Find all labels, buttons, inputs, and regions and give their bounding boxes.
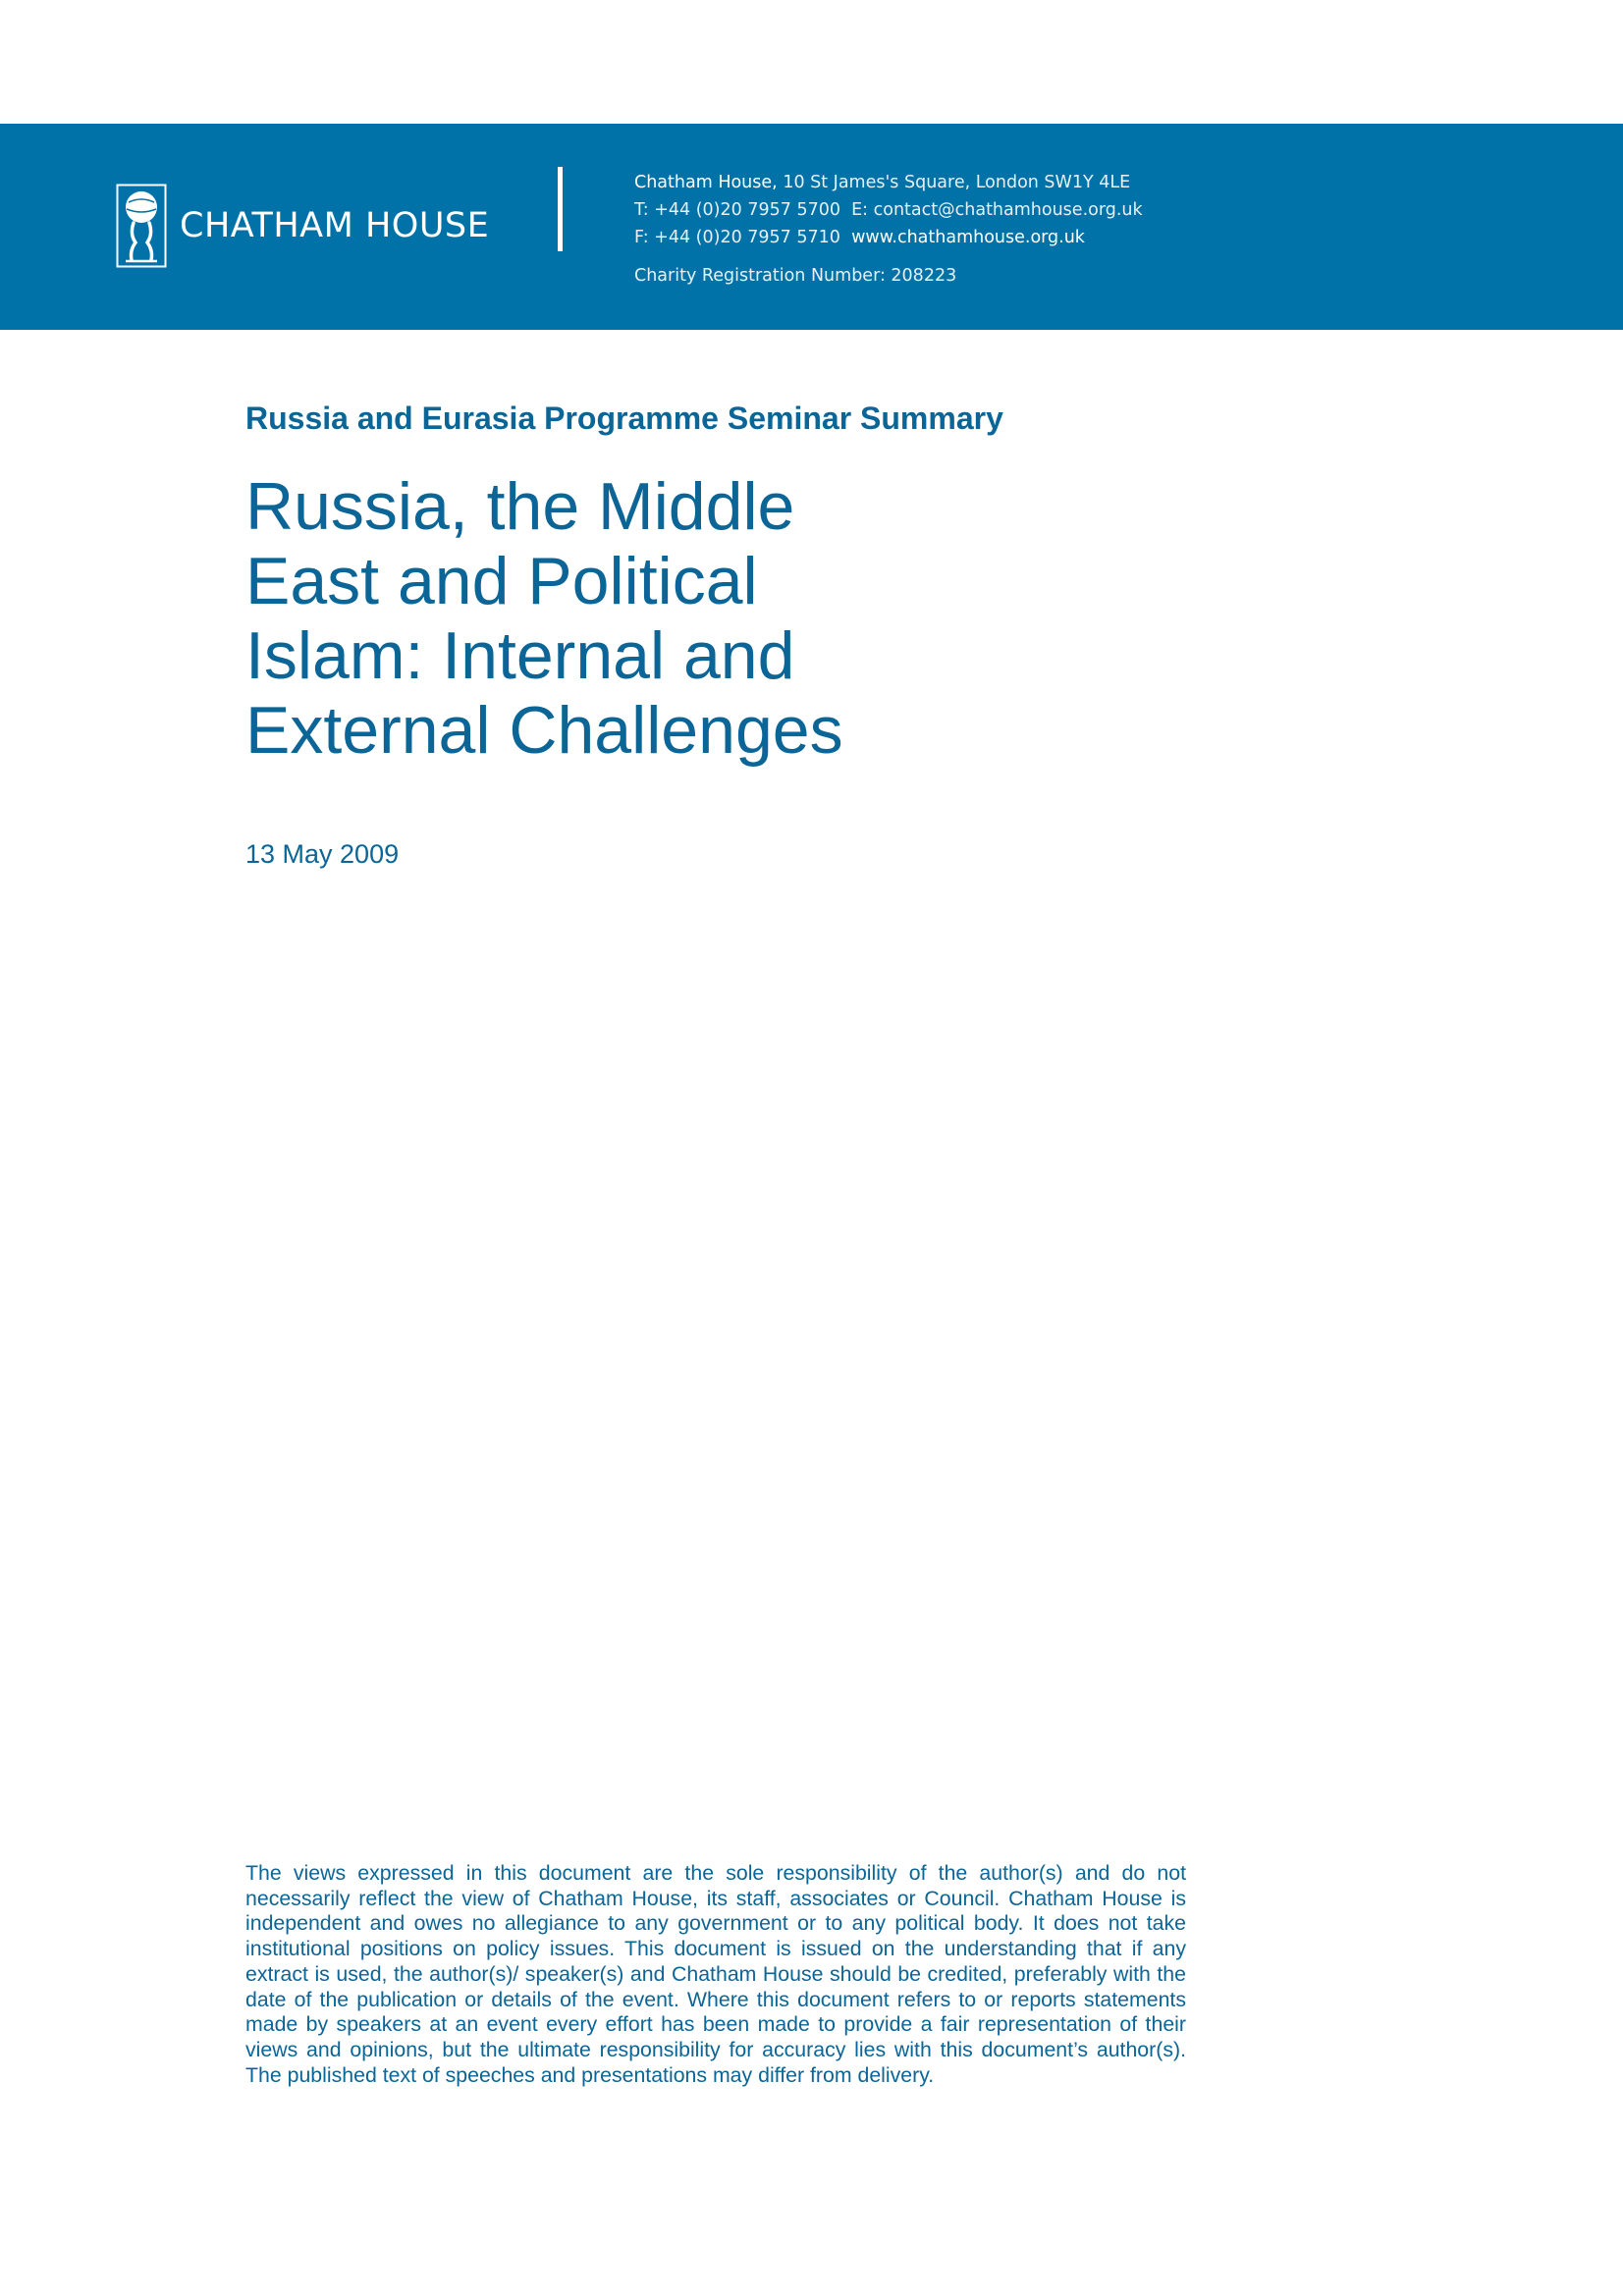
disclaimer-paragraph: The views expressed in this document are the sole responsibility of the author(s) and do not necessarily reflect the view of Chatham House, its staff, associates or Council. Chatham House is independent and owes no allegiance to any government or to any political body. It does not take institutional positions on policy issues. This document is issued on the understanding that if any extract is used, the author(s)/ speaker(s) and Chatham House should be credited, preferably with the date of the publication or details of the event. Where this document refers to or reports statements made by speakers at an event every effort has been made to provide a fair representation of their views and opinions, but the ultimate responsibility for accuracy lies with this document’s author(s). The published text of speeches and presentations may differ from delivery. xyxy=(245,1861,1186,2087)
contact-info xyxy=(634,169,1143,290)
phone-number: T: +44 (0)20 7957 5700 xyxy=(634,200,840,220)
title-line: External Challenges xyxy=(245,693,843,768)
website-link[interactable]: www.chathamhouse.org.uk xyxy=(851,228,1085,247)
fax-number: F: +44 (0)20 7957 5710 xyxy=(634,228,840,247)
document-date: 13 May 2009 xyxy=(245,839,400,869)
chatham-house-logo[interactable] xyxy=(116,183,489,269)
org-address: 10 St James's Square, London SW1Y 4LE xyxy=(783,173,1131,192)
title-line: Russia, the Middle xyxy=(245,469,795,544)
title-line: East and Political xyxy=(245,544,758,618)
title-line: Islam: Internal and xyxy=(245,618,795,693)
atlas-globe-icon xyxy=(116,184,167,268)
header-divider xyxy=(558,167,563,251)
document-title xyxy=(245,469,933,768)
logo-wordmark: CHATHAM HOUSE xyxy=(180,206,490,245)
programme-heading: Russia and Eurasia Programme Seminar Summary xyxy=(245,400,1003,436)
org-name: Chatham House, xyxy=(634,173,778,192)
email-link[interactable]: E: contact@chathamhouse.org.uk xyxy=(851,200,1143,220)
charity-registration: Charity Registration Number: 208223 xyxy=(634,266,957,286)
